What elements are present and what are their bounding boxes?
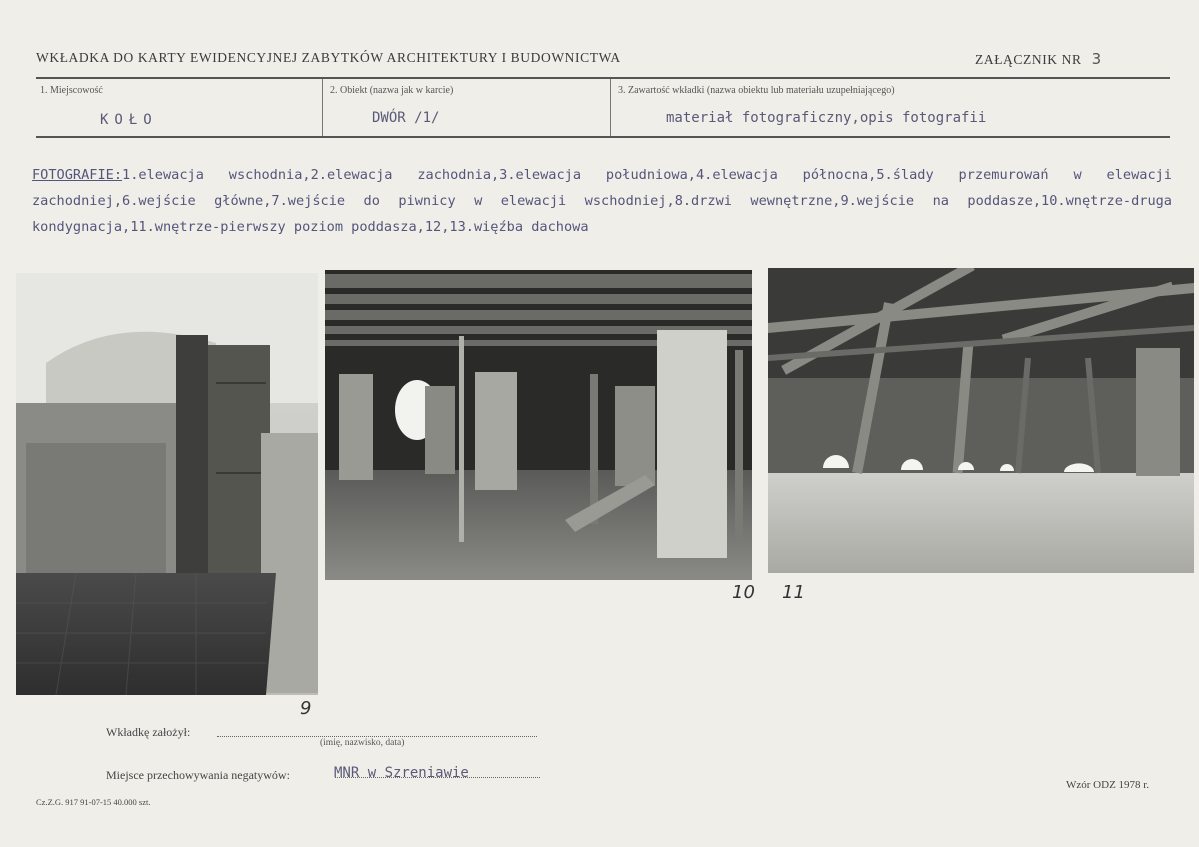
negatives-location-label: Miejsce przechowywania negatywów: (106, 768, 290, 782)
contents-value: materiał fotograficzny,opis fotografii (666, 110, 987, 126)
locality-label: 1. Miejscowość (40, 85, 103, 96)
form-model: Wzór ODZ 1978 r. (1066, 779, 1150, 791)
negatives-location-value: MNR w Szreniawie (334, 765, 469, 781)
photos-lead: FOTOGRAFIE: (32, 167, 123, 183)
field-divider-1 (322, 79, 323, 136)
photo-10-number: 10 (732, 582, 755, 603)
print-info: Cz.Z.G. 917 91-07-15 40.000 szt. (36, 797, 151, 807)
contents-label: 3. Zawartość wkładki (nazwa obiektu lub materiału uzupełniającego) (618, 85, 895, 96)
object-label: 2. Obiekt (nazwa jak w karcie) (330, 85, 454, 96)
photo-9-attic-entrance (16, 273, 318, 695)
annex-label (975, 50, 1102, 68)
annex-label-text: ZAŁĄCZNIK NR (975, 52, 1082, 67)
header-rule-top (36, 77, 1170, 79)
created-by-label: Wkładkę założył: (106, 725, 191, 739)
header-rule-bottom (36, 136, 1170, 138)
photo-11-attic-first-level (768, 268, 1194, 573)
object-value: DWÓR /1/ (372, 110, 440, 126)
field-divider-2 (610, 79, 611, 136)
photo-11-number: 11 (782, 582, 805, 603)
annex-number: 3 (1091, 50, 1102, 68)
created-by-hint: (imię, nazwisko, data) (320, 738, 405, 748)
photo-10-interior-second-storey (325, 270, 752, 580)
photo-9-number: 9 (300, 698, 312, 719)
photos-description (32, 162, 1172, 240)
locality-value: KOŁO (100, 112, 158, 128)
form-title: WKŁADKA DO KARTY EWIDENCYJNEJ ZABYTKÓW ARCHITEKTURY I BUDOWNICTWA (36, 50, 621, 65)
created-by-field (217, 735, 537, 737)
photos-list-text: 1.elewacja wschodnia,2.elewacja zachodnia,3.elewacja południowa,4.elewacja północna,5.ślady przemurowań w elewacji zachodniej,6.wejście główne,7.wejście do piwnicy w elewacji wschodniej,8.drzwi wewnętrzne,9.wejście na poddasze,10.wnętrze-druga kondygnacja,11.wnętrze-pierwszy poziom poddasza,12,13.więźba dachowa (32, 167, 1172, 235)
